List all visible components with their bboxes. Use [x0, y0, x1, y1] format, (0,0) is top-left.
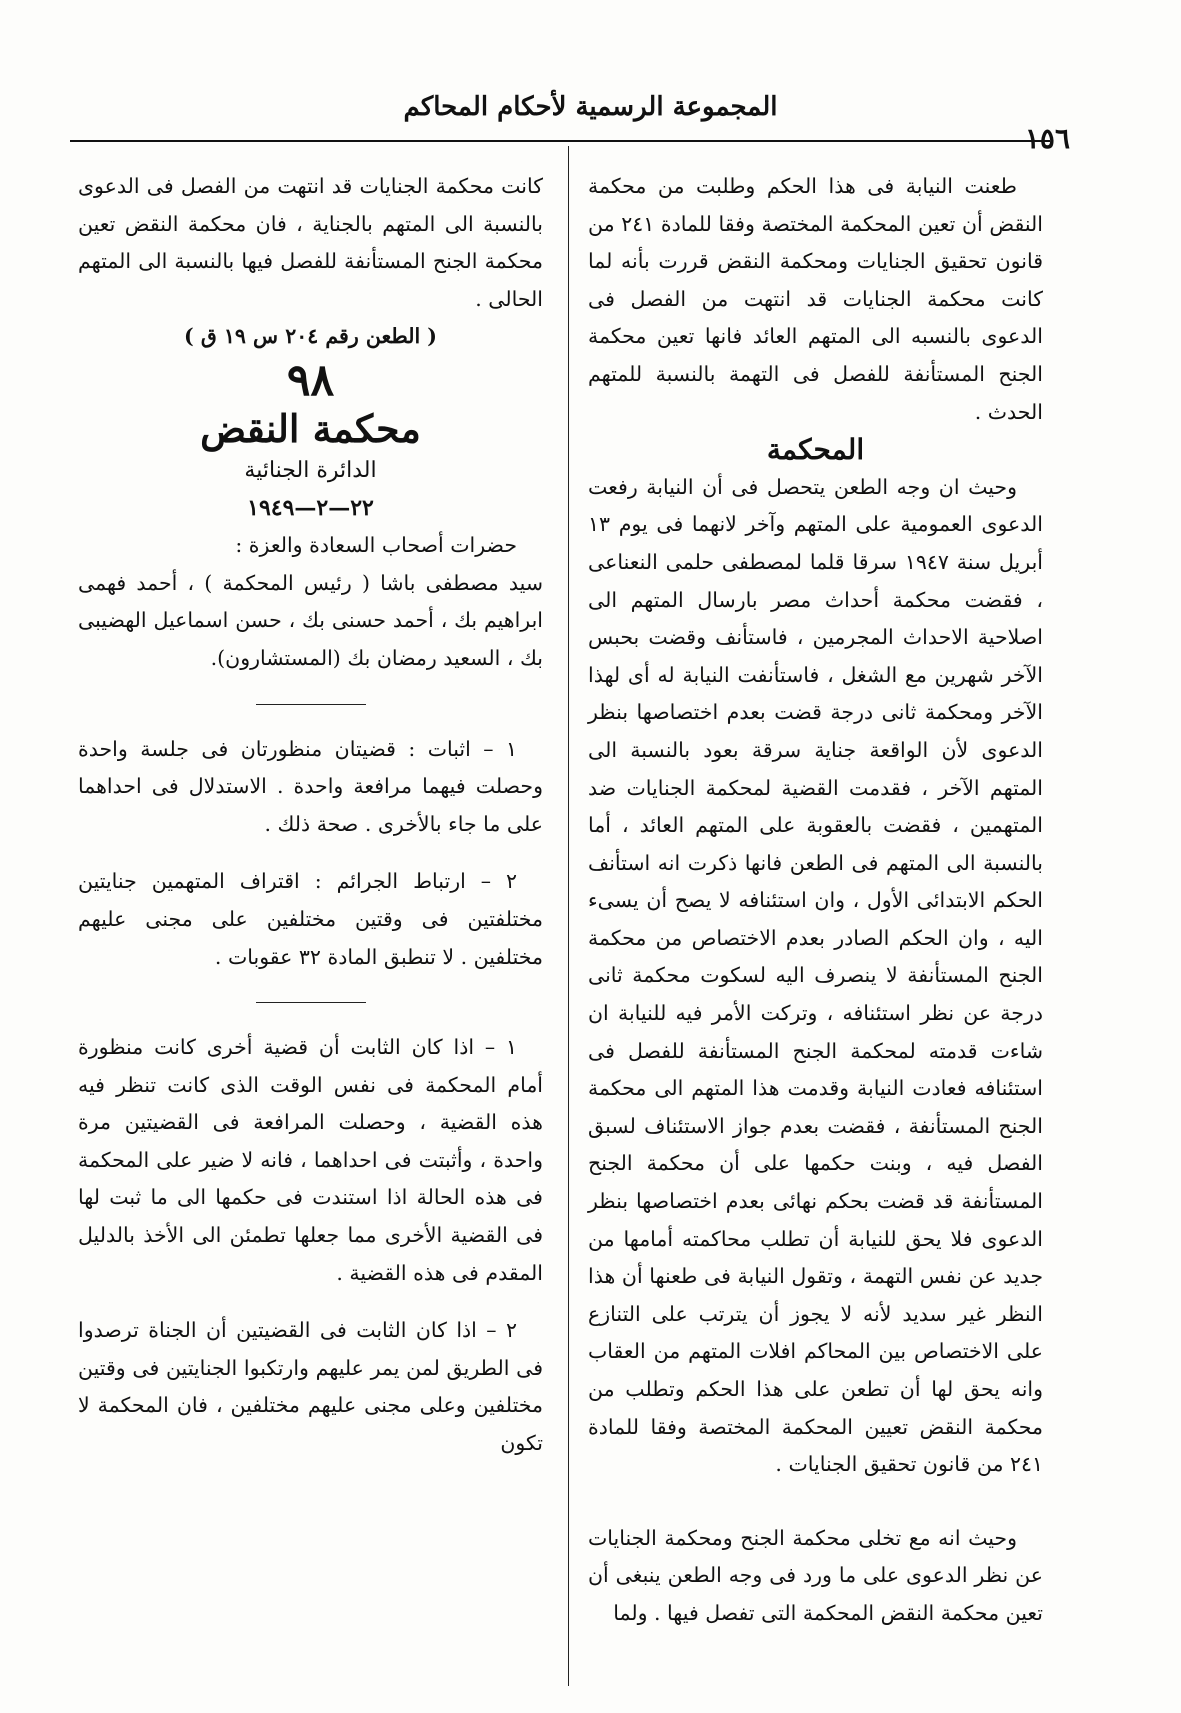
circuit-name: الدائرة الجنائية — [244, 457, 377, 483]
bench-members: سيد مصطفى باشا ( رئيس المحكمة ) ، أحمد فهمى ابراهيم بك ، أحمد حسنى بك ، حسن اسماعيل الهضيبى بك ، السعيد رمضان بك (المستشارون). — [78, 570, 543, 670]
intro-paragraph: طعنت النيابة فى هذا الحكم وطلبت من محكمة النقض أن تعين المحكمة المختصة وفقا للمادة ٢٤١ من قانون تحقيق الجنايات ومحكمة النقض قررت بأنه لما كانت محكمة الجنايات قد انتهت من الفصل فى الدعوى بالنسبه الى المتهم العائد فانها تعين محكمة الجنح المستأنفة للفصل فى التهمة بالنسبة للمتهم الحدث . — [588, 174, 1043, 424]
left-column — [78, 168, 543, 1463]
reasoning-paragraph-1: وحيث ان وجه الطعن يتحصل فى أن النيابة رفعت الدعوى العمومية على المتهم وآخر لانهما فى يوم ١٣ أبريل سنة ١٩٤٧ سرقا قلما لمصطفى حلمى النعناعى ، فقضت محكمة أحداث مصر بارسال المتهم الى اصلاحية الاحداث المجرمين ، فاستأنف وقضت بحبس الآخر شهرين مع الشغل ، فاستأنفت النيابة له أى لهذا الآخر ومحكمة ثانى درجة قضت بعدم اختصاصها بنظر الدعوى لأن الواقعة جناية سرقة بعود بالنسبة الى المتهم الآخر ، فقدمت القضية لمحكمة الجنايات ضد المتهمين ، فقضت بالعقوبة على المتهم العائد ، أما بالنسبة الى المتهم فى الطعن فانها ذكرت انه استأنف الحكم الابتدائى الأول ، وان استئنافه لا يصح أن يسىء اليه ، وان الحكم الصادر بعدم الاختصاص من محكمة الجنح المستأنفة لا ينصرف اليه لسكوت محكمة ثانى درجة عن نظر استئنافه ، وتركت الأمر فيه للنيابة ان شاءت قدمته لمحكمة الجنح المستأنفة للفصل فى استئنافه فعادت النيابة وقدمت هذا المتهم الى محكمة الجنح المستأنفة ، فقضت بعدم جواز الاستئناف لسبق الفصل فيه ، وبنت حكمها على أن محكمة الجنح المستأنفة قد قضت بحكم نهائى بعدم اختصاصها بنظر الدعوى فلا يحق للنيابة أن تطلب محاكمته أمامها من جديد عن نفس التهمة ، وتقول النيابة فى طعنها أن هذا النظر غير سديد لأنه لا يجوز أن يترتب على التنازع على الاختصاص بين المحاكم افلات المتهم من العقاب وانه يحق لها أن تطعن على هذا الحكم وتطلب من محكمة النقض تعيين المحكمة المختصة وفقا للمادة ٢٤١ من قانون تحقيق الجنايات . — [588, 474, 1043, 1477]
right-column — [588, 168, 1043, 1633]
page-number: ١٥٦ — [1024, 122, 1070, 155]
section-rule-1 — [256, 704, 366, 705]
bench-intro: حضرات أصحاب السعادة والعزة : — [235, 533, 517, 558]
summary-2: ٢ – ارتباط الجرائم : اقتراف المتهمين جنايتين مختلفتين فى وقتين مختلفين على مجنى عليهم مختلفين . لا تنطبق المادة ٣٢ عقوبات . — [78, 869, 543, 969]
case-number: ٩٨ — [286, 354, 335, 406]
summary-1: ١ – اثبات : قضيتان منظورتان فى جلسة واحدة وحصلت فيهما مرافعة واحدة . الاستدلال فى احداهما على ما جاء بالأخرى . صحة ذلك . — [78, 736, 543, 836]
continuation-paragraph: كانت محكمة الجنايات قد انتهت من الفصل فى الدعوى بالنسبة الى المتهم بالجناية ، فان محكمة النقض تعين محكمة الجنح المستأنفة للفصل فيها بالنسبة الى المتهم الحالى . — [78, 174, 543, 311]
judgment-date: ٢٢—٢—١٩٤٩ — [247, 494, 374, 521]
court-heading: المحكمة — [766, 433, 865, 467]
header-rule — [70, 140, 1050, 142]
running-title: المجموعة الرسمية لأحكام المحاكم — [403, 92, 778, 122]
principle-1: ١ – اذا كان الثابت أن قضية أخرى كانت منظورة أمام المحكمة فى نفس الوقت الذى كانت تنظر فيه هذه القضية ، وحصلت المرافعة فى القضيتين مرة واحدة ، وأثبتت فى احداهما ، فانه لا ضير على المحكمة فى هذه الحالة اذا استندت فى حكمها الى ما ثبت لها فى القضية الأخرى مما جعلها تطمئن الى الأخذ بالدليل المقدم فى هذه القضية . — [78, 1035, 543, 1285]
column-divider — [568, 146, 569, 1686]
court-name: محكمة النقض — [200, 405, 421, 451]
reasoning-paragraph-2: وحيث انه مع تخلى محكمة الجنح ومحكمة الجنايات عن نظر الدعوى على ما ورد فى وجه الطعن ينبغى أن تعين محكمة النقض المحكمة التى تفصل فيها . ولما — [588, 1525, 1043, 1625]
appeal-reference: ( الطعن رقم ٢٠٤ س ١٩ ق ) — [184, 324, 437, 349]
section-rule-2 — [256, 1002, 366, 1003]
principle-2: ٢ – اذا كان الثابت فى القضيتين أن الجناة ترصدوا فى الطريق لمن يمر عليهم وارتكبوا الجنايتين فى وقتين مختلفين وعلى مجنى عليهم مختلفين ، فان المحكمة لا تكون — [78, 1318, 543, 1456]
